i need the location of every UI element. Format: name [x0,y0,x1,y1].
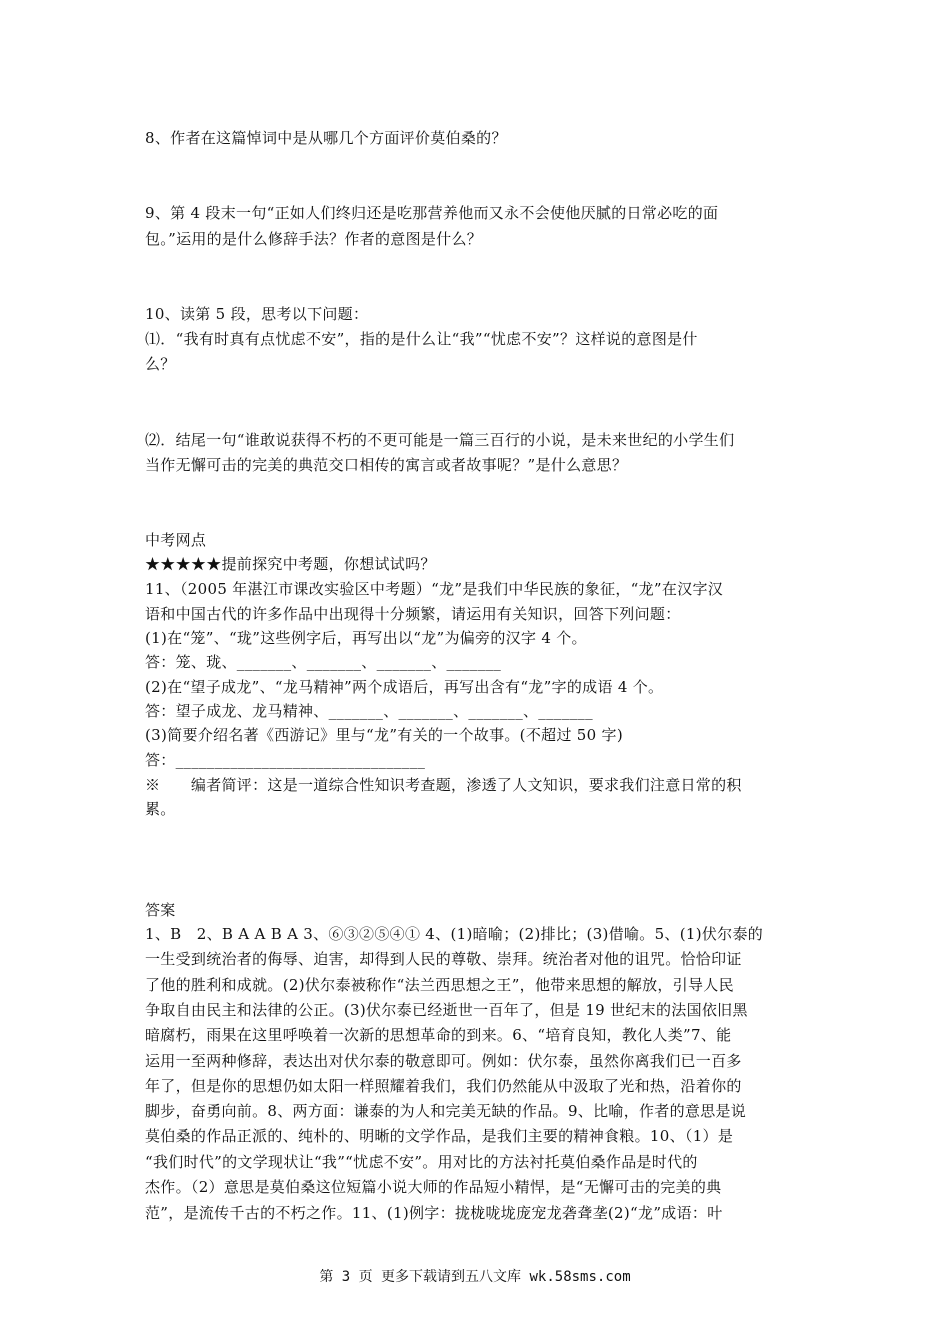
q11-line: 累。 [145,800,176,818]
q11-line: 答：________________________________ [145,751,426,769]
exam-stars: ★★★★★提前探究中考题，你想试试吗？ [145,555,436,573]
q11-line: (3)简要介绍名著《西游记》里与“龙”有关的一个故事。(不超过 50 字) [145,726,624,744]
q11-line: ※ 编者简评：这是一道综合性知识考查题，渗透了人文知识，要求我们注意日常的积 [145,776,742,794]
answer-line: 暗腐朽，雨果在这里呼唤着一次新的思想革命的到来。6、“培育良知，教化人类”7、能 [145,1026,732,1044]
answer-line: 莫伯桑的作品正派的、纯朴的、明晰的文学作品，是我们主要的精神食粮。10、（1）是 [145,1127,734,1145]
answer-line: 1、B 2、B A A B A 3、⑥③②⑤④① 4、(1)暗喻；(2)排比；(3)借喻。5、(1)伏尔泰的 [145,925,764,943]
q11-line: 答：笼、珑、_______、_______、_______、_______ [145,653,502,671]
q11-line: (1)在“笼”、“珑”这些例字后，再写出以“龙”为偏旁的汉字 4 个。 [145,629,587,647]
answer-line: 了他的胜利和成就。(2)伏尔泰被称作“法兰西思想之王”，他带来思想的解放，引导人民 [145,976,734,994]
q11-line: 语和中国古代的许多作品中出现得十分频繁，请运用有关知识，回答下列问题： [145,605,681,623]
exam-heading: 中考网点 [145,531,207,549]
q11-line: 11、（2005 年湛江市课改实验区中考题）“龙”是我们中华民族的象征，“龙”在汉字汉 [145,580,724,598]
answer-line: 一生受到统治者的侮辱、迫害，却得到人民的尊敬、崇拜。统治者对他的诅咒。恰恰印证 [145,950,742,968]
answer-line: “我们时代”的文学现状让“我”“忧虑不安”。用对比的方法衬托莫伯桑作品是时代的 [145,1153,698,1171]
answer-line: 杰作。（2）意思是莫伯桑这位短篇小说大师的作品短小精悍，是“无懈可击的完美的典 [145,1178,722,1196]
answer-line: 范”，是流传千古的不朽之作。11、(1)例字：拢栊咙垅庞宠龙砻聋垄(2)“龙”成语：叶 [145,1204,723,1222]
answer-line: 运用一至两种修辞，表达出对伏尔泰的敬意即可。例如：伏尔泰，虽然你离我们已一百多 [145,1052,742,1070]
answer-line: 年了，但是你的思想仍如太阳一样照耀着我们，我们仍然能从中汲取了光和热，沿着你的 [145,1077,742,1095]
q10-sub2-line-2: 当作无懈可击的完美的典范交口相传的寓言或者故事呢？”是什么意思？ [145,456,628,474]
q8-line: 8、作者在这篇悼词中是从哪几个方面评价莫伯桑的？ [145,129,507,147]
q11-line: (2)在“望子成龙”、“龙马精神”两个成语后，再写出含有“龙”字的成语 4 个。 [145,678,664,696]
answer-line: 争取自由民主和法律的公正。(3)伏尔泰已经逝世一百年了，但是 19 世纪末的法国依旧黑 [145,1001,748,1019]
answers-heading: 答案 [145,901,176,919]
q9-line-1: 9、第 4 段末一句“正如人们终归还是吃那营养他而又永不会使他厌腻的日常必吃的面 [145,204,719,222]
q10-sub1-line-2: 么？ [145,355,176,373]
q10-sub2-line-1: ⑵．结尾一句“谁敢说获得不朽的不更可能是一篇三百行的小说，是未来世纪的小学生们 [145,431,735,449]
page-footer: 第 3 页 更多下载请到五八文库 wk.58sms.com [319,1269,631,1285]
q11-line: 答：望子成龙、龙马精神、_______、_______、_______、_______ [145,702,593,720]
answer-line: 脚步，奋勇向前。8、两方面：谦泰的为人和完美无缺的作品。9、比喻，作者的意思是说 [145,1102,747,1120]
q9-line-2: 包。”运用的是什么修辞手法？作者的意图是什么？ [145,230,483,248]
q10-intro: 10、读第 5 段，思考以下问题： [145,305,369,323]
q10-sub1-line-1: ⑴．“我有时真有点忧虑不安”，指的是什么让“我”“忧虑不安”？这样说的意图是什 [145,330,698,348]
